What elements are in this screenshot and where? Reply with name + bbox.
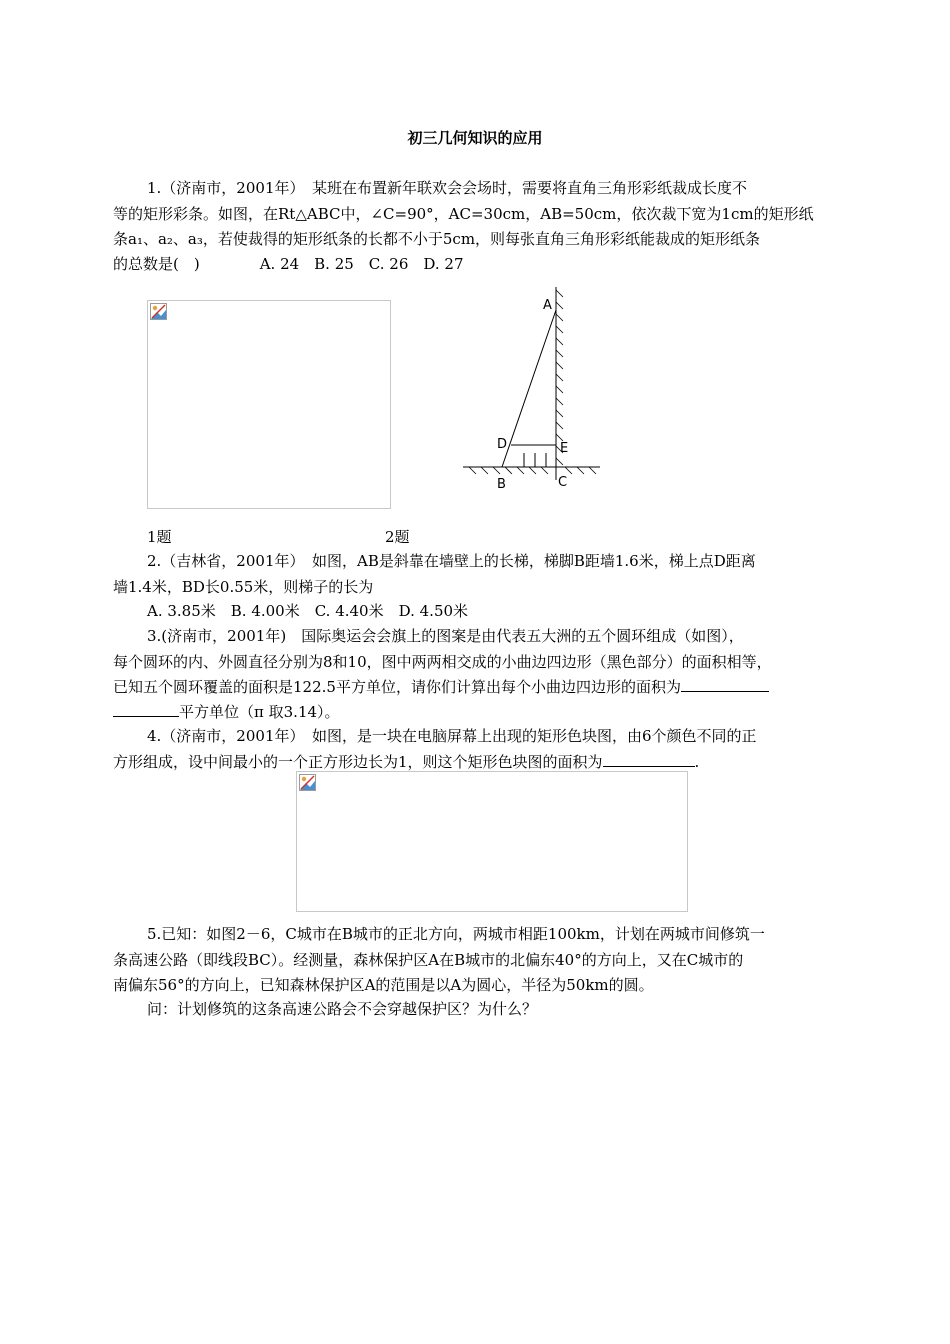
q3-answer-blank-1[interactable] [681,675,769,692]
q2-line-2: 墙1.4米，BD长0.55米，则梯子的长为 [113,578,374,596]
q5-line-2: 条高速公路（即线段BC）。经测量，森林保护区A在B城市的北偏东40°的方向上，又在C城市的 [113,951,744,969]
q1-line-3: 条a₁、a₂、a₃，若使裁得的矩形纸条的长都不小于5cm，则每张直角三角形彩纸能裁成的矩形纸条 [113,230,761,248]
q4-answer-blank[interactable] [603,750,695,767]
figure-2-caption: 2题 [385,528,410,546]
q3-line-3-text: 已知五个圆环覆盖的面积是122.5平方单位，请你们计算出每个小曲边四边形的面积为 [113,678,681,696]
q3-line-1: 3.(济南市，2001年) 国际奥运会会旗上的图案是由代表五大洲的五个圆环组成（如图）， [147,627,744,645]
q2-line-3: A. 3.85米 B. 4.00米 C. 4.40米 D. 4.50米 [147,602,469,620]
q2-line-1: 2.（吉林省，2001年） 如图，AB是斜靠在墙壁上的长梯，梯脚B距墙1.6米，梯上点D距离 [147,552,756,570]
q5-line-1: 5.已知：如图2－6，C城市在B城市的正北方向，两城市相距100km，计划在两城市间修筑一 [147,925,765,943]
broken-image-icon [299,774,316,791]
q3-line-4 [113,700,340,725]
q1-line-2: 等的矩形彩条。如图，在Rt△ABC中，∠C=90°，AC=30cm，AB=50cm，依次裁下宽为1cm的矩形纸 [113,205,814,223]
point-label-b: B [497,477,506,492]
page-title: 初三几何知识的应用 [407,129,543,147]
q4-line-2-text: 方形组成，设中间最小的一个正方形边长为1，则这个矩形色块图的面积为 [113,753,603,771]
wall-hatching [556,290,563,465]
q1-line-4: 的总数是( ) A. 24 B. 25 C. 26 D. 27 [113,255,464,273]
point-label-e: E [560,441,569,456]
q4-line-2-end: . [694,753,700,771]
point-label-d: D [497,437,508,452]
ladder-ab [502,310,556,467]
figure-2-diagram [455,285,605,495]
q5-line-3: 南偏东56°的方向上，已知森林保护区A的范围是以A为圆心，半径为50km的圆。 [113,976,654,994]
q4-line-1: 4.（济南市，2001年） 如图，是一块在电脑屏幕上出现的矩形色块图，由6个颜色不同的正 [147,727,757,745]
figure-1-image [147,300,391,509]
figure-1-caption: 1题 [147,528,172,546]
q3-line-4-text: 平方单位（π 取3.14）。 [179,703,340,721]
q3-answer-blank-2[interactable] [113,700,179,717]
ground-hatching [469,467,596,474]
point-label-a: A [543,298,552,313]
q3-line-2: 每个圆环的内、外圆直径分别为8和10，图中两两相交成的小曲边四边形（黑色部分）的面积相等， [113,653,772,671]
q5-line-4: 问：计划修筑的这条高速公路会不会穿越保护区？为什么？ [147,1000,538,1018]
broken-image-icon [150,303,167,320]
point-label-c: C [558,475,568,490]
figure-4-image [296,771,688,912]
q1-line-1: 1.（济南市，2001年） 某班在布置新年联欢会会场时，需要将直角三角形彩纸裁成长度不 [147,179,747,197]
q3-line-3 [113,675,769,700]
